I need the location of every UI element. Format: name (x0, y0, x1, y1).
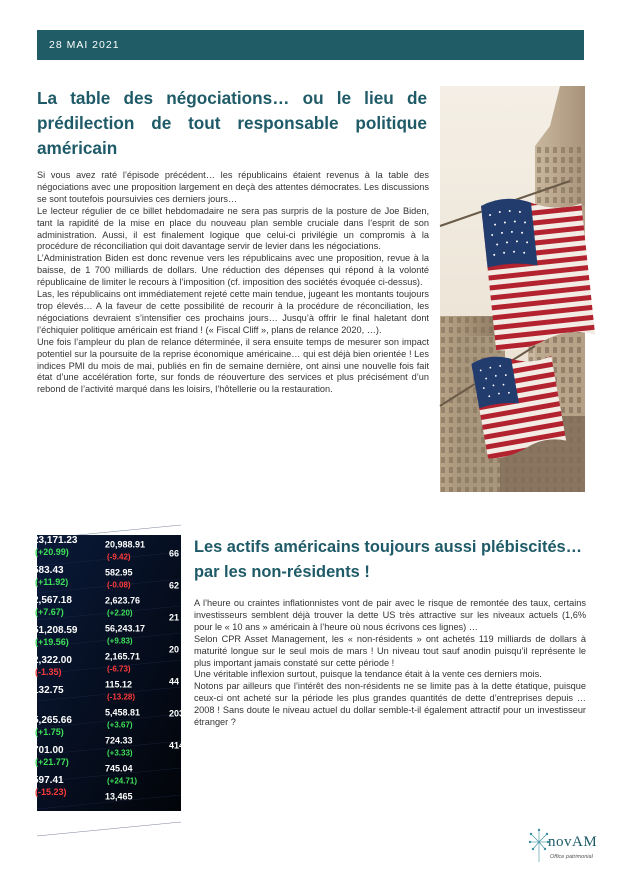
ticker-price: 2,567.18 (33, 595, 72, 607)
ticker-price: 414 (169, 740, 185, 751)
ticker-change: (+21.77) (35, 757, 69, 768)
article2-title: Les actifs américains toujours aussi plébiscités… par les non-résidents ! (194, 538, 583, 581)
article2-paragraph: Notons par ailleurs que l’intérêt des non-résidents ne se limite pas à la dette étatique, puisque ceux-ci ont acheté sur la période les plus grandes quantités de dette d’entreprises depuis … 2008 ! Sans doute le niveau actuel du dollar semble-t-il également attractif pour un investisseur étranger ? (194, 681, 586, 728)
ticker-price: 2,322.00 (33, 655, 72, 667)
ticker-price: 13,465 (105, 791, 133, 802)
article1-paragraph: L’Administration Biden est donc revenue vers les républicains avec une proposition, revue à la baisse, de 1 700 milliards de dollars. Une réduction des dépenses qui répond à la volonté républicaine de limiter le recours à l’imposition (cf. imposition des sociétés évoquée ci-dessus). (37, 253, 429, 288)
ticker-price: 21 (169, 612, 180, 623)
ticker-price: 51,208.59 (33, 625, 78, 637)
article2-paragraph: A l’heure ou craintes inflationnistes vont de pair avec le risque de remontée des taux, certains investisseurs semblent déjà trouver la dette US très attractive sur les niveaux actuels (1,6% pour le « 10 ans » américain à l’heure où nous écrivons ces lignes) … (194, 598, 586, 632)
date-banner (37, 30, 584, 60)
ticker-price: 132.75 (33, 685, 64, 697)
ticker-change: (+20.99) (35, 547, 69, 558)
ticker-price: 20 (169, 644, 180, 655)
article2-paragraph: Une véritable inflexion surtout, puisque la tendance était à la vente ces derniers mois. (194, 669, 542, 680)
ticker-price: 5,265.66 (33, 715, 72, 727)
article1-title: La table des négociations… ou le lieu de prédilection de tout responsable politique américain (37, 88, 427, 158)
ticker-price: 5,458.81 (105, 707, 141, 718)
article1-paragraph: Une fois l’ampleur du plan de relance déterminée, il sera ensuite temps de mesurer son impact potentiel sur la poursuite de la reprise économique américaine… qui est déjà bien orientée ! Les indices PMI du mois de mai, publiés en fin de semaine dernière, ont ainsi une nouvelle fois fait état d’une accélération forte, sur fonds de réouverture des services et plus précisément d’un rebond de l’activité marqué dans les loisirs, l’hôtellerie ou la restauration. (37, 336, 429, 395)
ticker-price: 2,165.71 (105, 651, 141, 662)
ticker-change: (-13.28) (107, 692, 136, 702)
novam-logo (528, 828, 598, 868)
article1-paragraph: Las, les républicains ont immédiatement rejeté cette main tendue, jugeant les montants toujours trop élevés… A la faveur de cette possibilité de recourir à la procédure de réconciliation, les négociations devraient s’intensifier ces prochains jours… Jusqu’à offrir le final haletant dont l’échiquier politique américain est friand ! (« Fiscal Cliff », plans de relance 2020, …). (37, 289, 429, 335)
ticker-price: 701.00 (33, 745, 64, 757)
logo-name: novAM (548, 834, 598, 850)
ticker-change: (-15.23) (35, 787, 67, 798)
ticker-change: (+19.56) (35, 637, 69, 648)
ticker-price: 115.12 (105, 679, 133, 690)
american-flags-photo (440, 86, 585, 492)
article1-body (37, 170, 429, 396)
ticker-change: (-6.73) (107, 664, 131, 674)
ticker-change: (+3.33) (107, 748, 133, 758)
ticker-price: 2,623.76 (105, 595, 141, 606)
ticker-price: 724.33 (105, 735, 133, 746)
ticker-change: (+3.67) (107, 720, 133, 730)
ticker-price: 56,243.17 (105, 623, 146, 634)
ticker-price: 20,988.91 (105, 539, 146, 550)
article1-paragraph: Si vous avez raté l’épisode précédent… les républicains étaient revenus à la table des négociations avec une proposition largement en deçà des attentes démocrates. Les discussions se sont toutefois poursuivies ces derniers jours… (37, 170, 429, 204)
ticker-price: 597.41 (33, 775, 64, 787)
ticker-change: (-1.35) (35, 667, 62, 678)
ticker-change: (-9.42) (107, 552, 131, 562)
ticker-change: (+11.92) (35, 577, 69, 588)
publication-date: 28 MAI 2021 (49, 39, 120, 51)
stock-ticker-photo (33, 535, 185, 811)
ticker-change: (-0.08) (107, 580, 131, 590)
ticker-change: (+1.75) (35, 727, 64, 738)
ticker-change: (+7.67) (35, 607, 64, 618)
ticker-price: 62 (169, 580, 180, 591)
ticker-price: 203 (169, 708, 185, 719)
ticker-price: 582.95 (105, 567, 133, 578)
ticker-change: (+24.71) (107, 776, 138, 786)
logo-tagline: Office patrimonial (550, 854, 593, 860)
ticker-price: 44 (169, 676, 180, 687)
ticker-change: (+2.20) (107, 608, 133, 618)
ticker-price: 66 (169, 548, 180, 559)
dandelion-icon (528, 828, 550, 862)
ticker-price: 583.43 (33, 565, 64, 577)
article1-paragraph: Le lecteur régulier de ce billet hebdomadaire ne sera pas surpris de la posture de Joe Biden, tant la rapidité de la mise en place du nouveau plan semble cruciale dans l’esprit de son administration. Aussi, il est finalement logique que celui-ci privilégie un compromis à la procédure de réconciliation qui doit davantage servir de levier dans les négociations. (37, 205, 429, 252)
article2-paragraph: Selon CPR Asset Management, les « non-résidents » ont achetés 119 milliards de dollars à maturité longue sur le seul mois de mars ! Un niveau tout sauf anodin puisqu’il représente le plus important jamais constaté sur cette période ! (194, 633, 586, 668)
ticker-change: (+9.83) (107, 636, 133, 646)
article2-body (194, 598, 586, 729)
ticker-price: 745.04 (105, 763, 133, 774)
ticker-price: 23,171.23 (33, 535, 78, 547)
